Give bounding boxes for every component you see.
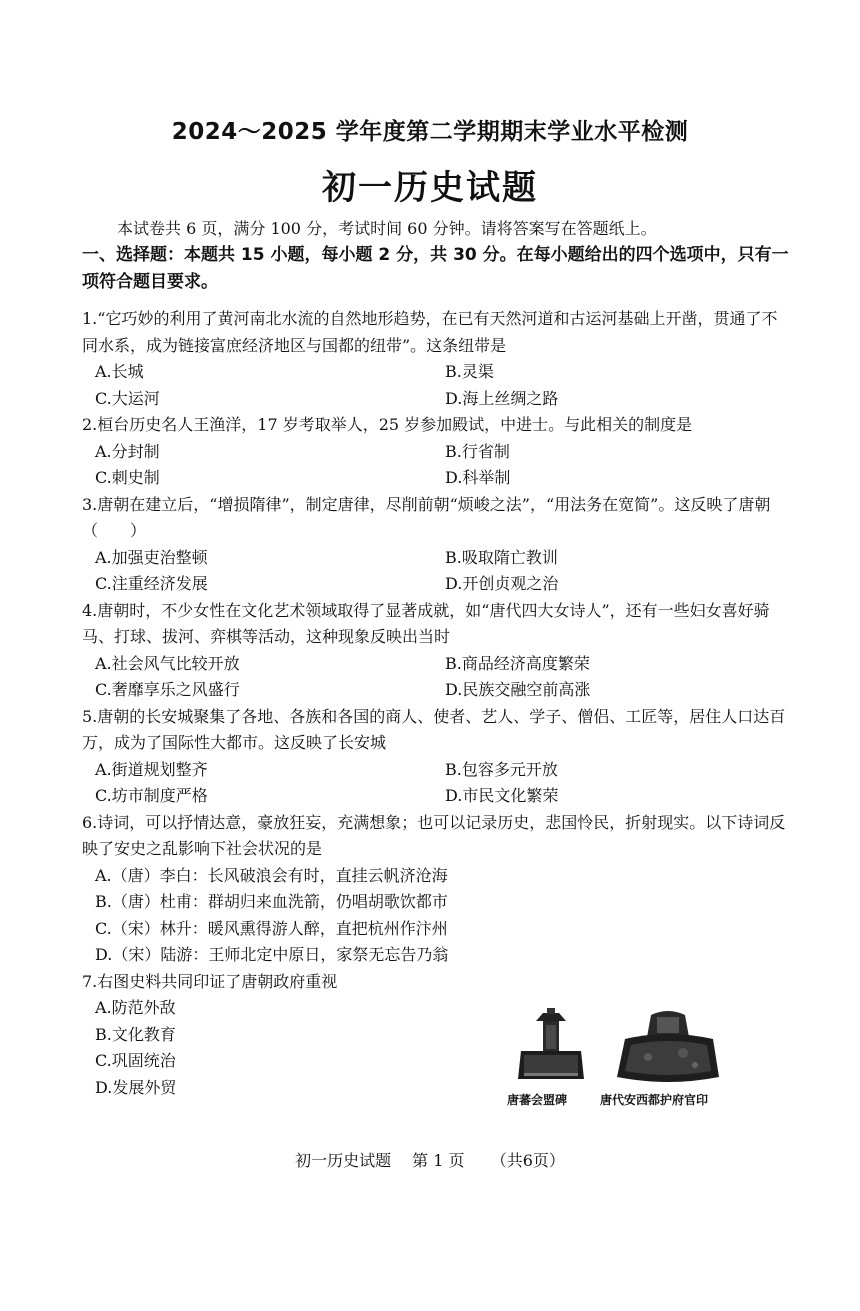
option-a: A.加强吏治整顿 xyxy=(95,547,208,567)
section-heading: 一、选择题：本题共 15 小题，每小题 2 分，共 30 分。在每小题给出的四个选项中，只有一项符合题目要求。 xyxy=(82,245,789,292)
exam-header-title: 2024～2025 学年度第二学期期末学业水平检测 xyxy=(171,119,689,145)
official-seal-image xyxy=(613,1007,723,1085)
question-3 xyxy=(82,492,787,598)
option-c: C.坊市制度严格 xyxy=(95,786,208,805)
question-1 xyxy=(82,306,787,412)
option-b: B.包容多元开放 xyxy=(445,759,558,779)
question-stem: 2.桓台历史名人王渔洋，17 岁考取举人，25 岁参加殿试，中进士。与此相关的制度是 xyxy=(82,415,693,434)
question-stem: 1.“它巧妙的利用了黄河南北水流的自然地形趋势，在已有天然河道和古运河基础上开凿，贯通了不同水系，成为链接富庶经济地区与国都的纽带”。这条纽带是 xyxy=(82,309,778,355)
exam-instructions: 本试卷共 6 页，满分 100 分，考试时间 60 分钟。请将答案写在答题纸上。 xyxy=(117,219,657,238)
option-b: B.灵渠 xyxy=(445,362,494,381)
option-b: B.商品经济高度繁荣 xyxy=(445,653,590,673)
page-footer: 初一历史试题 第 1 页 （共6页） xyxy=(295,1151,565,1170)
question-stem: 6.诗词，可以抒情达意，豪放狂妄，充满想象；也可以记录历史，悲国怜民，折射现实。以下诗词反映了安史之乱影响下社会状况的是 xyxy=(82,812,786,858)
option-c: C.大运河 xyxy=(95,388,160,408)
option-d: D.民族交融空前高涨 xyxy=(445,680,591,699)
option-d: D.海上丝绸之路 xyxy=(445,388,559,408)
question-stem: 7.右图史料共同印证了唐朝政府重视 xyxy=(82,971,338,991)
option-b: B.吸取隋亡教训 xyxy=(445,547,558,567)
question-stem: 3.唐朝在建立后，“增损隋律”，制定唐律，尽削前朝“烦峻之法”，“用法务在宽简”。这反映了唐朝（ ） xyxy=(82,494,771,540)
option-a: A.街道规划整齐 xyxy=(95,759,208,779)
option-a: A.分封制 xyxy=(95,441,160,461)
option-a: A.防范外敌 xyxy=(95,998,176,1017)
option-d: D.发展外贸 xyxy=(95,1077,177,1097)
option-c: C.奢靡享乐之风盛行 xyxy=(95,680,240,699)
option-c: C.刺史制 xyxy=(95,468,160,487)
question-7 xyxy=(82,969,787,1107)
seal-caption: 唐代安西都护府官印 xyxy=(600,1092,709,1107)
option-b: B.行省制 xyxy=(445,441,510,461)
question-2 xyxy=(82,412,787,492)
stele-caption: 唐蕃会盟碑 xyxy=(507,1092,568,1107)
option-a: A.社会风气比较开放 xyxy=(95,653,240,673)
exam-subject-title: 初一历史试题 xyxy=(322,168,538,208)
question-stem: 4.唐朝时，不少女性在文化艺术领域取得了显著成就，如“唐代四大女诗人”，还有一些妇女喜好骑马、打球、拔河、弈棋等活动，这种现象反映出当时 xyxy=(82,600,770,646)
option-c: C.巩固统治 xyxy=(95,1051,176,1070)
question-4 xyxy=(82,598,787,704)
question-list xyxy=(82,306,787,1107)
historical-figures xyxy=(498,1007,748,1117)
question-stem: 5.唐朝的长安城聚集了各地、各族和各国的商人、使者、艺人、学子、僧侣、工匠等，居住人口达百万，成为了国际性大都市。这反映了长安城 xyxy=(82,706,786,752)
stele-image xyxy=(516,1007,586,1082)
option-b: B.（唐）杜甫：群胡归来血洗箭，仍唱胡歌饮都市 xyxy=(95,892,448,911)
option-d: D.市民文化繁荣 xyxy=(445,786,559,805)
question-5 xyxy=(82,704,787,810)
option-c: C.（宋）林升：暖风熏得游人醉，直把杭州作汴州 xyxy=(95,918,448,938)
option-d: D.科举制 xyxy=(445,468,511,487)
option-c: C.注重经济发展 xyxy=(95,574,208,593)
option-d: D.开创贞观之治 xyxy=(445,574,559,593)
option-d: D.（宋）陆游：王师北定中原日，家祭无忘告乃翁 xyxy=(95,945,449,964)
option-b: B.文化教育 xyxy=(95,1024,176,1044)
question-6 xyxy=(82,810,787,969)
option-a: A.长城 xyxy=(95,362,144,381)
option-a: A.（唐）李白：长风破浪会有时，直挂云帆济沧海 xyxy=(95,865,448,885)
